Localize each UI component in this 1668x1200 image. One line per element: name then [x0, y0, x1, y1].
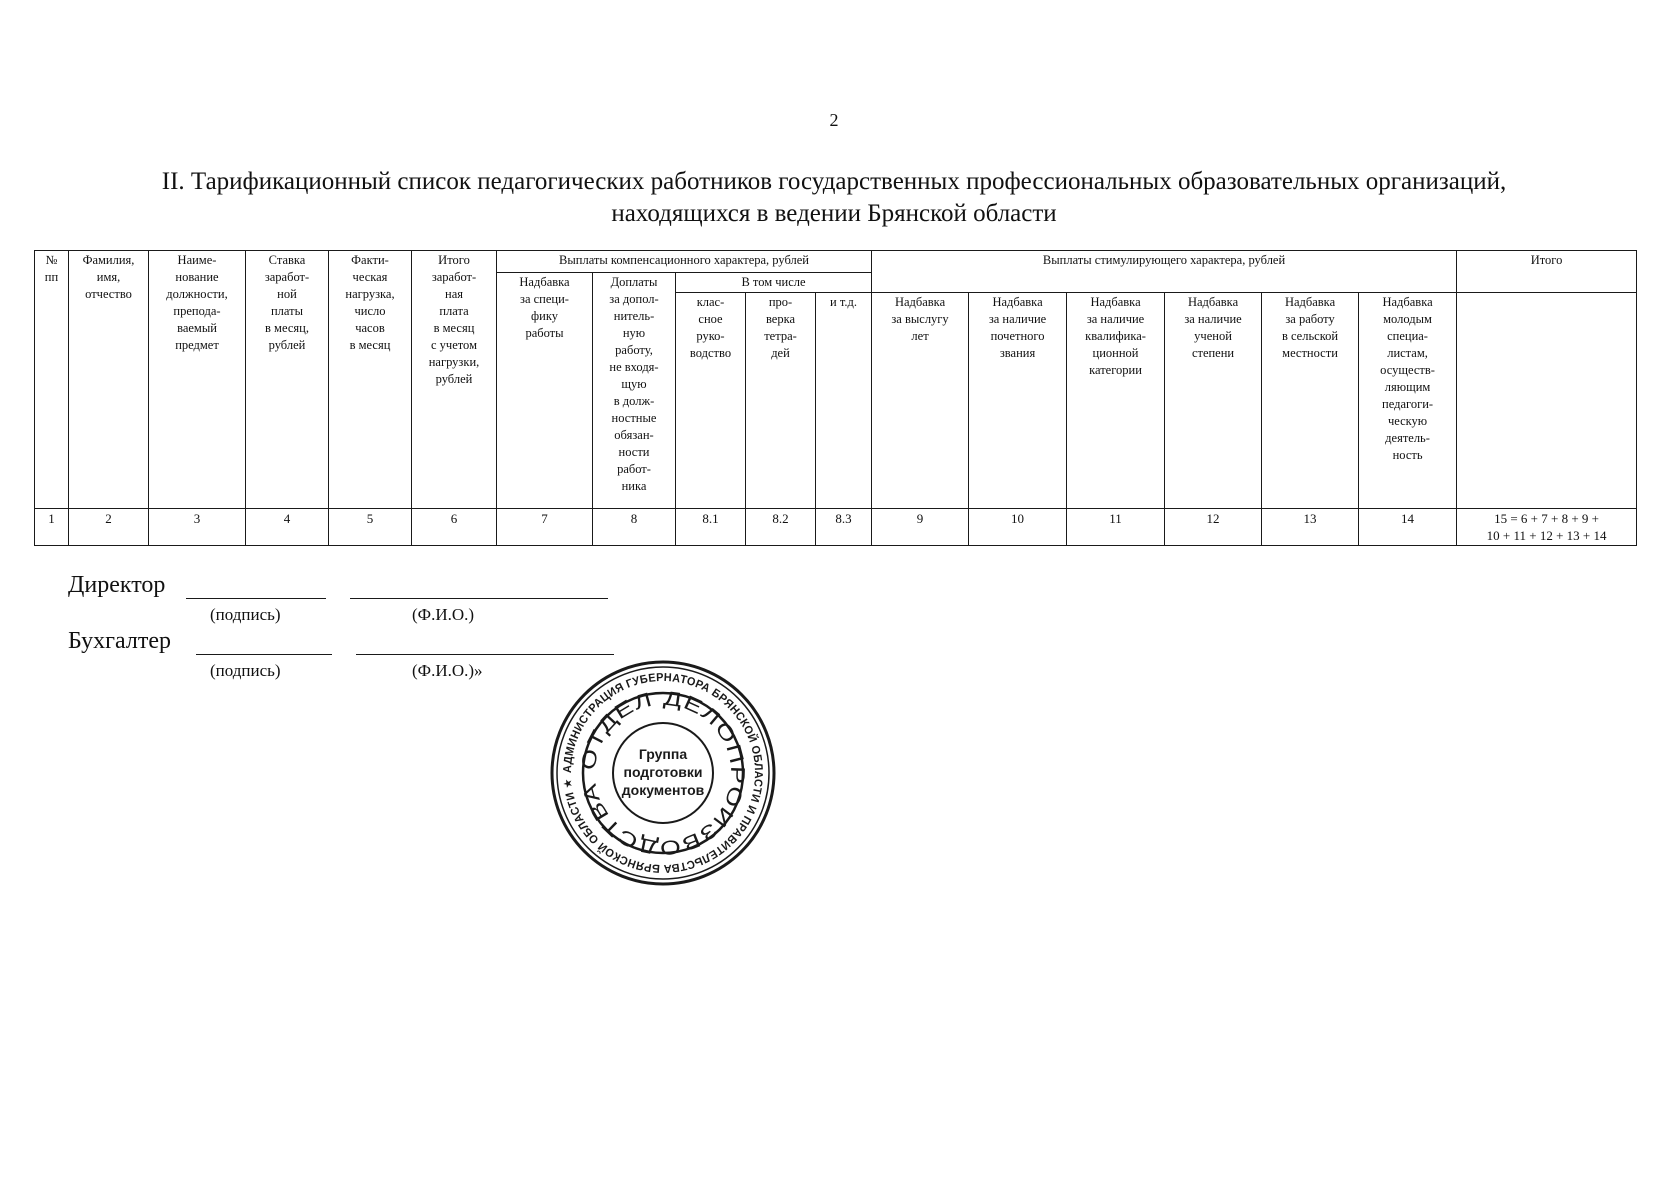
header-text-line: звания	[999, 346, 1036, 360]
header-text-line: обязан-	[614, 428, 654, 442]
header-text-line: молодым	[1383, 312, 1432, 326]
header-text-line: работы	[525, 326, 564, 340]
header-comp-specific	[497, 273, 593, 509]
header-text-line: ческую	[1387, 414, 1428, 428]
header-text-line: рублей	[268, 338, 306, 352]
header-text-line: нование	[175, 270, 219, 284]
header-text-line: Ставка	[268, 253, 306, 267]
header-text-line: в месяц	[433, 321, 475, 335]
header-text-line: Факти-	[351, 253, 389, 267]
column-number: 9	[872, 509, 969, 546]
header-text-line: ной	[277, 287, 297, 301]
header-text-line: ная	[445, 287, 463, 301]
header-text-line: плата	[439, 304, 469, 318]
header-text-line: Надбавка	[1187, 295, 1239, 309]
header-stim-rural	[1262, 293, 1359, 509]
director-label: Директор	[68, 572, 166, 598]
header-text-line: ляющим	[1384, 380, 1431, 394]
header-text-line: про-	[768, 295, 793, 309]
header-no	[35, 251, 69, 509]
header-incl-etc	[816, 293, 872, 509]
director-signature-caption: (подпись)	[210, 605, 281, 624]
header-text-line: за допол-	[609, 292, 659, 306]
header-load	[329, 251, 412, 509]
accountant-signature-caption: (подпись)	[210, 661, 281, 680]
column-number: 13	[1262, 509, 1359, 546]
header-text-line: осуществ-	[1380, 363, 1435, 377]
header-compensation-group: Выплаты компенсационного характера, рублей	[497, 251, 872, 273]
header-total-salary	[412, 251, 497, 509]
header-text-line: Надбавка	[992, 295, 1043, 309]
header-text-line: Итого	[438, 253, 470, 267]
header-text-line: местности	[1282, 346, 1338, 360]
header-text-line: Доплаты	[610, 275, 658, 289]
column-number: 8.3	[816, 509, 872, 546]
column-number: 11	[1067, 509, 1165, 546]
header-text-line: клас-	[696, 295, 725, 309]
header-text-line: верка	[765, 312, 796, 326]
header-text-line: квалифика-	[1085, 329, 1146, 343]
column-number: 2	[69, 509, 149, 546]
header-text-line: с учетом	[431, 338, 477, 352]
header-text-line: имя,	[96, 270, 121, 284]
header-text-line: фику	[531, 309, 558, 323]
column-number: 8.1	[676, 509, 746, 546]
page-number: 2	[829, 110, 839, 130]
header-text-line: листам,	[1387, 346, 1428, 360]
header-text-line: 10 + 11 + 12 + 13 + 14	[1486, 528, 1607, 543]
header-text-line: тетра-	[764, 329, 797, 343]
header-text-line: в месяц	[349, 338, 391, 352]
header-text-line: в долж-	[613, 394, 655, 408]
column-number: 3	[149, 509, 246, 546]
header-incl-check	[746, 293, 816, 509]
header-text-line: ность	[1392, 448, 1423, 462]
header-text-line: в месяц,	[265, 321, 309, 335]
header-text-line: 15 = 6 + 7 + 8 + 9 +	[1494, 511, 1600, 526]
header-text-line: водство	[689, 346, 732, 360]
header-total-empty	[1457, 293, 1637, 509]
header-text-line: заработ-	[264, 270, 310, 284]
header-text-line: Надбавка	[894, 295, 946, 309]
column-number: 4	[246, 509, 329, 546]
header-text-line: степени	[1191, 346, 1235, 360]
total-formula	[1457, 509, 1637, 546]
stamp-center-line-3: документов	[621, 782, 705, 798]
stamp-middle-text: ОТДЕЛ ДЕЛОПРОИЗВОДСТВА	[577, 687, 749, 859]
header-text-line: Наиме-	[177, 253, 217, 267]
header-total-group: Итого	[1457, 251, 1637, 293]
header-text-line: дей	[771, 346, 790, 360]
tariff-table	[34, 250, 1637, 546]
header-stim-seniority	[872, 293, 969, 509]
header-stimulating-group: Выплаты стимулирующего характера, рублей	[872, 251, 1457, 293]
column-number: 8.2	[746, 509, 816, 546]
stamp-center-line-2: подготовки	[623, 764, 703, 780]
header-text-line: ученой	[1194, 329, 1232, 343]
accountant-label: Бухгалтер	[68, 628, 172, 654]
header-text-line: Надбавка	[1284, 295, 1336, 309]
page-title	[60, 166, 1608, 230]
column-number: 8	[593, 509, 676, 546]
title-line-2: находящихся в ведении Брянской области	[611, 200, 1057, 227]
header-text-line: ности	[618, 445, 650, 459]
header-text-line: Надбавка	[1382, 295, 1433, 309]
header-comp-extra	[593, 273, 676, 509]
header-text-line: нитель-	[613, 309, 655, 323]
header-text-line: не входя-	[609, 360, 659, 374]
header-text-line: педагоги-	[1382, 397, 1434, 411]
header-text-line: руко-	[696, 329, 725, 343]
accountant-signature-line	[196, 654, 332, 655]
column-number: 5	[329, 509, 412, 546]
header-text-line: платы	[270, 304, 303, 318]
header-text-line: специа-	[1387, 329, 1428, 343]
column-number-row	[35, 509, 1637, 546]
column-number: 1	[35, 509, 69, 546]
header-text-line: деятель-	[1385, 431, 1430, 445]
header-text-line: ческая	[352, 270, 388, 284]
header-text-line: Фамилия,	[82, 253, 135, 267]
header-text-line: должности,	[166, 287, 228, 301]
header-text-line: нагрузки,	[428, 355, 480, 369]
official-stamp	[548, 658, 778, 888]
header-position	[149, 251, 246, 509]
header-text-line: почетного	[990, 329, 1045, 343]
header-text-line: работ-	[617, 462, 651, 476]
header-text-line: за специ-	[520, 292, 569, 306]
header-stim-category	[1067, 293, 1165, 509]
director-signature-line	[186, 598, 326, 599]
column-number: 6	[412, 509, 497, 546]
header-text-line: заработ-	[431, 270, 477, 284]
header-text-line: ную	[622, 326, 646, 340]
accountant-name-line	[356, 654, 614, 655]
stamp-outer-text: АДМИНИСТРАЦИЯ ГУБЕРНАТОРА БРЯНСКОЙ ОБЛАСТИ И ПРАВИТЕЛЬСТВА БРЯНСКОЙ ОБЛАСТИ ★	[561, 671, 765, 875]
header-rate	[246, 251, 329, 509]
header-text-line: №	[45, 253, 58, 267]
header-text-line: за наличие	[1086, 312, 1145, 326]
accountant-name-caption: (Ф.И.О.)»	[412, 661, 483, 680]
header-text-line: категории	[1089, 363, 1142, 377]
header-stim-young	[1359, 293, 1457, 509]
director-name-line	[350, 598, 608, 599]
column-number: 7	[497, 509, 593, 546]
header-text-line: отчество	[85, 287, 132, 301]
header-text-line: за наличие	[988, 312, 1047, 326]
header-text-line: пп	[44, 270, 59, 284]
header-text-line: в сельской	[1281, 329, 1339, 343]
header-text-line: за выслугу	[891, 312, 949, 326]
column-number: 14	[1359, 509, 1457, 546]
header-stim-honorary	[969, 293, 1067, 509]
header-text-line: нагрузка,	[345, 287, 395, 301]
header-text-line: рублей	[435, 372, 473, 386]
header-name	[69, 251, 149, 509]
header-stim-degree	[1165, 293, 1262, 509]
header-text-line: препода-	[173, 304, 221, 318]
title-line-1: II. Тарификационный список педагогических работников государственных профессиональных образовательных организаций,	[161, 168, 1507, 195]
header-text-line: часов	[355, 321, 385, 335]
column-number: 12	[1165, 509, 1262, 546]
header-text-line: щую	[621, 377, 647, 391]
header-text-line: сное	[698, 312, 723, 326]
director-name-caption: (Ф.И.О.)	[412, 605, 475, 624]
header-incl-class	[676, 293, 746, 509]
header-text-line: число	[354, 304, 386, 318]
header-text-line: ностные	[611, 411, 657, 425]
header-text-line: Надбавка	[519, 275, 570, 289]
header-text-line: Надбавка	[1090, 295, 1141, 309]
header-text-line: ваемый	[177, 321, 217, 335]
header-text-line: и т.д.	[830, 295, 857, 309]
header-text-line: ника	[621, 479, 647, 493]
header-including: В том числе	[676, 273, 872, 293]
column-number: 10	[969, 509, 1067, 546]
header-text-line: за наличие	[1184, 312, 1242, 326]
header-text-line: ционной	[1092, 346, 1139, 360]
header-text-line: предмет	[175, 338, 219, 352]
header-text-line: лет	[911, 329, 929, 343]
stamp-center-line-1: Группа	[638, 746, 688, 762]
header-text-line: работу,	[615, 343, 653, 357]
header-text-line: за работу	[1285, 312, 1335, 326]
